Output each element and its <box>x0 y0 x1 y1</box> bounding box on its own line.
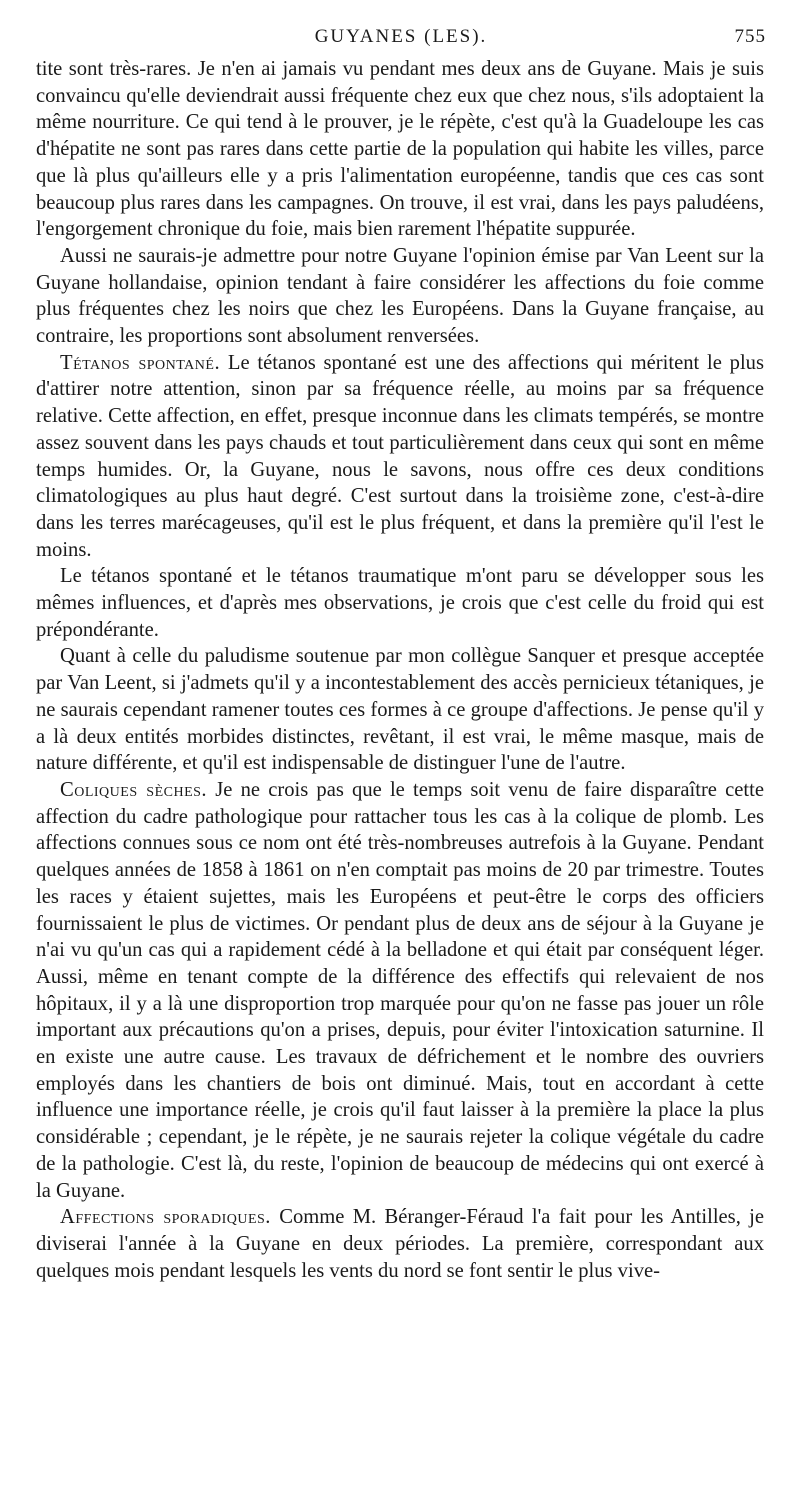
paragraph-tetanos-traumatique <box>36 563 764 643</box>
body-text <box>36 56 764 1284</box>
paragraph-text: Le tétanos spontané et le tétanos traumatique m'ont paru se développer sous les mêmes influences, et d'après mes observations, je crois que c'est celle du froid qui est prépondérante. <box>36 565 764 641</box>
paragraph-tetanos-spontane <box>36 350 764 564</box>
paragraph-text: Comme M. Béranger-Féraud l'a fait pour les Antilles, je diviserai l'année à la Guyane en deux périodes. La première, correspondant aux quelques mois pendant lesquels les vents du nord se font sentir le plus vive- <box>36 1206 764 1282</box>
page-header <box>36 26 766 56</box>
paragraph-hepatite-continuation <box>36 56 764 243</box>
section-lead: Affections sporadiques. <box>60 1206 271 1229</box>
paragraph-coliques-seches <box>36 777 764 1204</box>
paragraph-text: Quant à celle du paludisme soutenue par mon collègue Sanquer et presque acceptée par Van Leent, si j'admets qu'il y a incontestablement des accès pernicieux tétaniques, je ne saurais cependant ramener toutes ces formes à ce groupe d'affections. Je pense qu'il y a là deux entités morbides distinctes, revêtant, il est vrai, le même masque, mais de nature différente, et qu'il est indispensable de distinguer l'une de l'autre. <box>36 645 764 775</box>
running-title: GUYANES (LES). <box>314 26 488 47</box>
section-lead: Tétanos spontané. <box>60 351 221 374</box>
paragraph-text: Aussi ne saurais-je admettre pour notre Guyane l'opinion émise par Van Leent sur la Guyane hollandaise, opinion tendant à faire considérer les affections du foie comme plus fréquentes chez les noirs que chez les Européens. Dans la Guyane française, au contraire, les proportions sont absolument renversées. <box>36 244 764 348</box>
paragraph-text: Je ne crois pas que le temps soit venu de faire disparaître cette affection du cadre pathologique pour rattacher tous les cas à la colique de plomb. Les affections connues sous ce nom ont été très-nombreuses autrefois à la Guyane. Pendant quelques années de 1858 à 1861 on n'en comptait pas moins de 20 par trimestre. Toutes les races y étaient sujettes, mais les Européens et peut-être le corps des officiers fournissaient le plus de victimes. Or pendant plus de deux ans de séjour à la Guyane je n'ai vu qu'un cas qui a rapidement cédé à la belladone et qui était par conséquent léger. Aussi, même en tenant compte de la différence des effectifs qui relevaient de nos hôpitaux, il y a là une disproportion trop marquée pour qu'on ne fasse pas jouer un rôle important aux précautions qu'on a prises, depuis, pour éviter l'intoxication saturnine. Il en existe une autre cause. Les travaux de défrichement et le nombre des ouvriers employés dans les chantiers de bois ont diminué. Mais, tout en accordant à cette influence une importance réelle, je crois qu'il faut laisser à la première la place la plus considérable ; cependant, je le répète, je ne saurais rejeter la colique végétale du cadre de la pathologie. C'est là, du reste, l'opinion de beaucoup de médecins qui ont exercé à la Guyane. <box>36 778 764 1202</box>
section-lead: Coliques sèches. <box>60 778 208 801</box>
paragraph-paludisme <box>36 643 764 777</box>
paragraph-text: tite sont très-rares. Je n'en ai jamais vu pendant mes deux ans de Guyane. Mais je suis convaincu qu'elle deviendrait aussi fréquente chez eux que chez nous, s'ils adoptaient la même nourriture. Ce qui tend à le prouver, je le répète, c'est qu'à la Guadeloupe les cas d'hépatite ne sont pas rares dans cette partie de la population qui habite les villes, parce que là plus qu'ailleurs elle y a pris l'alimentation européenne, tandis que ces cas sont beaucoup plus rares dans les campagnes. On trouve, il est vrai, dans les pays paludéens, l'engorgement chronique du foie, mais bien rarement l'hépatite suppurée. <box>36 58 764 241</box>
page-number: 755 <box>734 26 766 47</box>
paragraph-affections-sporadiques <box>36 1204 764 1284</box>
paragraph-van-leent <box>36 243 764 350</box>
paragraph-text: Le tétanos spontané est une des affections qui méritent le plus d'attirer notre attention, sinon par sa fréquence réelle, au moins par sa fréquence relative. Cette affection, en effet, presque inconnue dans les climats tempérés, se montre assez souvent dans les pays chauds et tout particulièrement dans ceux qui sont en même temps humides. Or, la Guyane, nous le savons, nous offre ces deux conditions climatologiques au plus haut degré. C'est surtout dans la troisième zone, c'est-à-dire dans les terres marécageuses, qu'il est le plus fréquent, et dans la première qu'il l'est le moins. <box>36 351 764 561</box>
